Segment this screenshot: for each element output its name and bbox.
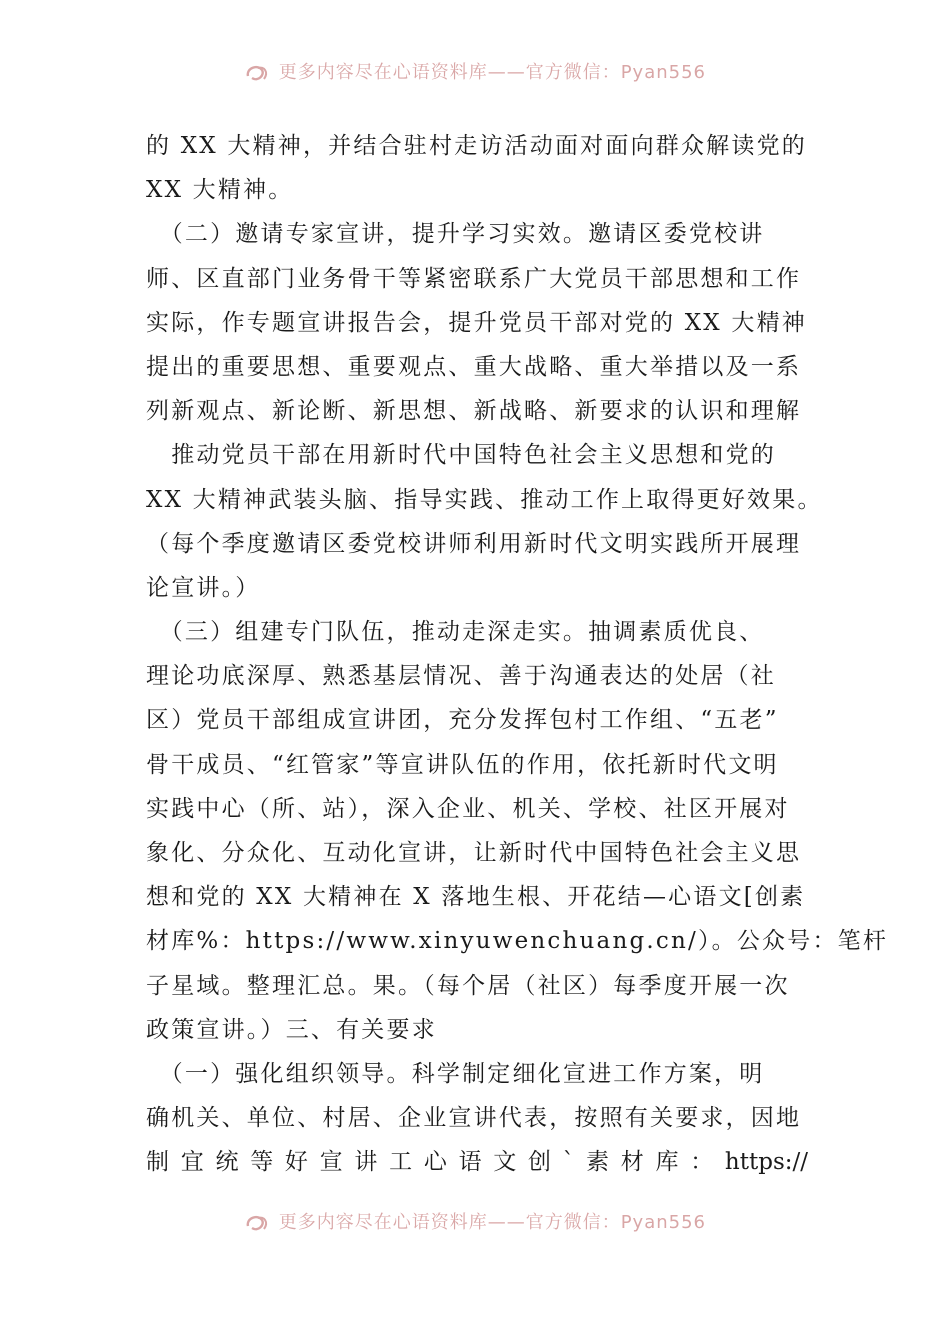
text-line: 理论功底深厚、熟悉基层情况、善于沟通表达的处居（社	[146, 663, 776, 690]
text-line: 区）党员干部组成宣讲团，充分发挥包村工作组、“五老”	[146, 707, 779, 734]
header-watermark-text: 更多内容尽在心语资料库——官方微信：Pyan556	[278, 62, 707, 83]
brand-logo-icon	[244, 62, 270, 84]
footer-watermark	[0, 1208, 950, 1234]
text-line: 子星域。整理汇总。果。（每个居（社区）每季度开展一次	[146, 972, 790, 999]
text-line: （三）组建专门队伍，推动走深走实。抽调素质优良、	[146, 619, 765, 646]
text-line: 想和党的 XX 大精神在 X 落地生根、开花结—心语文[创素	[146, 884, 806, 911]
text-line: （每个季度邀请区委党校讲师利用新时代文明实践所开展理	[146, 530, 802, 557]
footer-watermark-text: 更多内容尽在心语资料库——官方微信：Pyan556	[278, 1212, 707, 1233]
text-line: （二）邀请专家宣讲，提升学习实效。邀请区委党校讲	[146, 221, 765, 248]
text-line: XX 大精神武装头脑、指导实践、推动工作上取得更好效果。	[146, 486, 823, 513]
text-line: 推动党员干部在用新时代中国特色社会主义思想和党的	[146, 442, 776, 469]
text-line: 提出的重要思想、重要观点、重大战略、重大举措以及一系	[146, 353, 802, 380]
text-line: XX 大精神。	[146, 177, 294, 204]
text-line: 师、区直部门业务骨干等紧密联系广大党员干部思想和工作	[146, 265, 802, 292]
text-line: 的 XX 大精神，并结合驻村走访活动面对面向群众解读党的	[146, 133, 807, 159]
text-line: 政策宣讲。）三、有关要求	[146, 1016, 437, 1043]
document-body	[146, 124, 889, 1185]
text-line: 论宣讲。）	[146, 574, 261, 601]
text-line: 材库%：https://www.xinyuwenchuang.cn/）。公众号：笔杆	[146, 928, 889, 955]
header-watermark	[0, 58, 950, 84]
text-line: 制宜统等好宣讲工心语文创`素材库：https://	[146, 1149, 808, 1176]
brand-logo-icon	[244, 1212, 270, 1234]
text-line: （一）强化组织领导。科学制定细化宣进工作方案，明	[146, 1060, 765, 1087]
text-line: 实际，作专题宣讲报告会，提升党员干部对党的 XX 大精神	[146, 309, 807, 336]
text-line: 象化、分众化、互动化宣讲，让新时代中国特色社会主义思	[146, 840, 802, 866]
text-line: 确机关、单位、村居、企业宣讲代表，按照有关要求，因地	[146, 1105, 802, 1132]
text-line: 骨干成员、“红管家”等宣讲队伍的作用，依托新时代文明	[146, 751, 779, 778]
text-line: 列新观点、新论断、新思想、新战略、新要求的认识和理解	[146, 398, 802, 425]
text-line: 实践中心（所、站），深入企业、机关、学校、社区开展对	[146, 795, 790, 822]
